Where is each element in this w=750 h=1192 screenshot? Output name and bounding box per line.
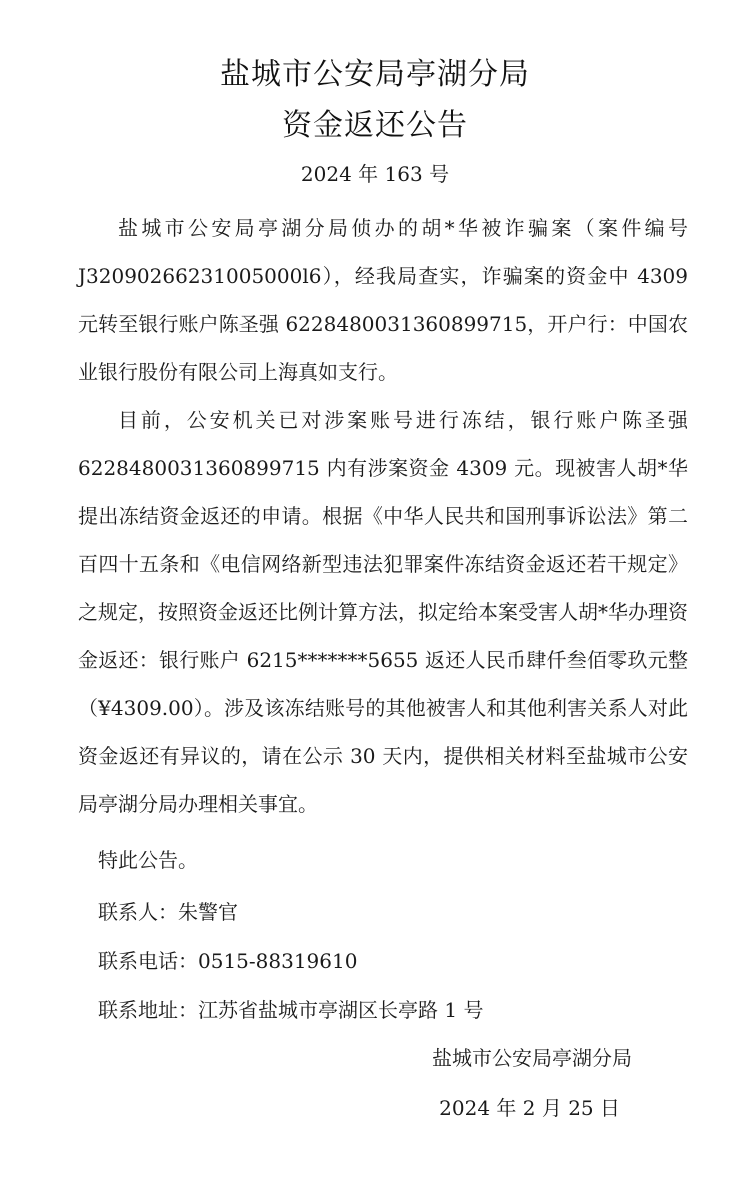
contact-address: 联系地址：江苏省盐城市亭湖区长亭路 1 号 — [98, 998, 484, 1022]
notice-subtitle: 资金返还公告 — [282, 108, 468, 143]
closing-statement: 特此公告。 — [98, 848, 198, 872]
contact-phone: 联系电话：0515-88319610 — [98, 949, 358, 973]
case-paragraph: 盐城市公安局亭湖分局侦办的胡*华被诈骗案（案件编号J32090266231005000l6），经我局查实，诈骗案的资金中 4309 元转至银行账户陈圣强 6228480031360899715，开户行：中国农业银行股份有限公司上海真如支行。 — [78, 216, 688, 384]
contact-person: 联系人：朱警官 — [98, 900, 238, 924]
refund-paragraph: 目前，公安机关已对涉案账号进行冻结，银行账户陈圣强6228480031360899715 内有涉案资金 4309 元。现被害人胡*华提出冻结资金返还的申请。根据《中华人民共和国刑事诉讼法》第二百四十五条和《电信网络新型违法犯罪案件冻结资金返还若干规定》之规定，按照资金返还比例计算方法，拟定给本案受害人胡*华办理资金返还：银行账户 6215*******5655 返还人民币肆仟叁佰零玖元整（¥4309.00）。涉及该冻结账号的其他被害人和其他利害关系人对此资金返还有异议的，请在公示 30 天内，提供相关材料至盐城市公安局亭湖分局办理相关事宜。 — [78, 408, 688, 816]
signature-date: 2024 年 2 月 25 日 — [439, 1096, 620, 1120]
signature-organization: 盐城市公安局亭湖分局 — [432, 1046, 632, 1070]
document-number: 2024 年 163 号 — [300, 162, 450, 186]
notice-title: 盐城市公安局亭湖分局 — [220, 57, 530, 92]
